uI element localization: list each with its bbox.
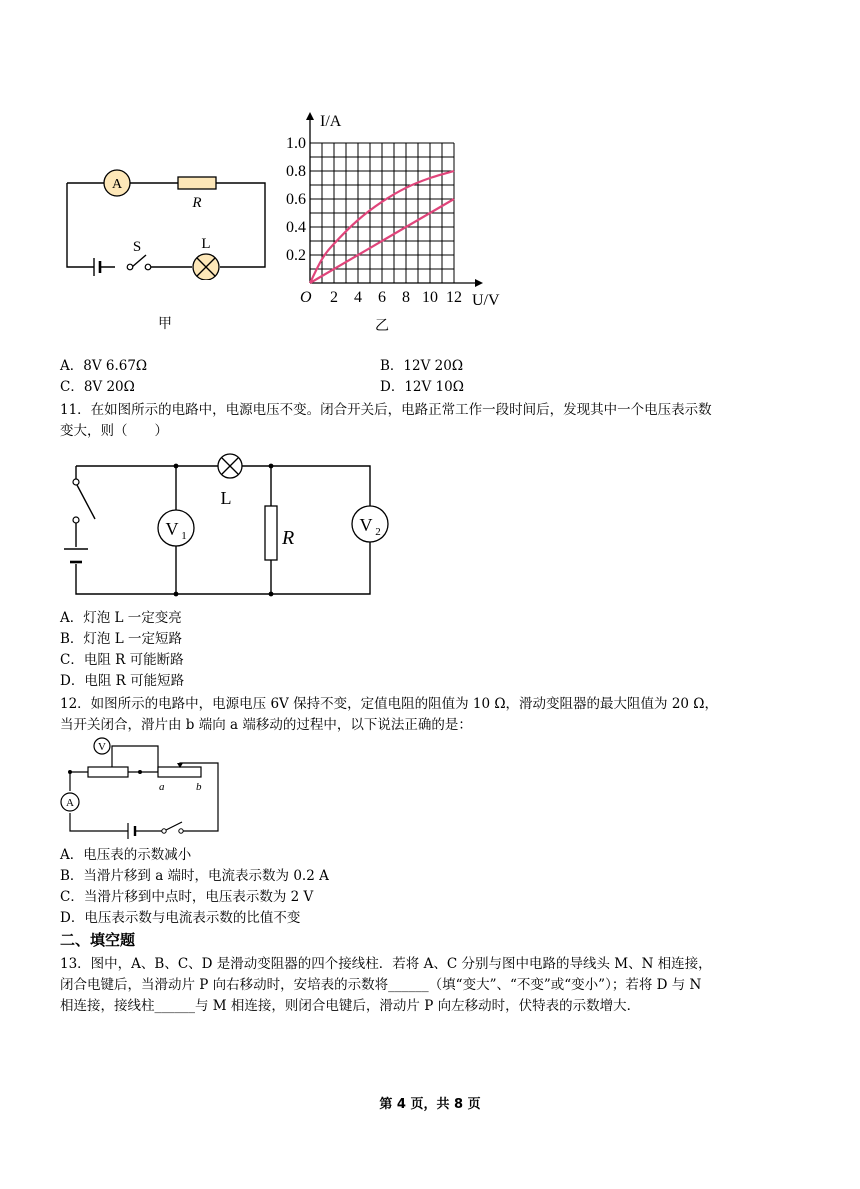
ammeter-label: A <box>111 177 123 192</box>
q12-stem-line2: 当开关闭合，滑片由 b 端向 a 端移动的过程中，以下说法正确的是： <box>60 717 472 733</box>
x-tick-label: 8 <box>402 289 410 306</box>
q10-option-d: D．12V 10Ω <box>380 379 464 395</box>
y-tick-label: 1.0 <box>286 135 306 152</box>
y-axis-label: I/A <box>320 113 342 130</box>
ammeter-symbol <box>61 793 79 811</box>
lamp-label: L <box>201 236 211 252</box>
svg-text:V: V <box>359 515 373 535</box>
y-tick-label: 0.6 <box>286 191 306 208</box>
switch-label: S <box>132 239 142 255</box>
x-tick-label: 12 <box>446 289 462 306</box>
q13-line2: 闭合电键后，当滑动片 P 向右移动时，安培表的示数将______（填“变大”、“不变”或“变小”）；若将 D 与 N <box>60 977 702 993</box>
x-tick-label: 2 <box>330 289 338 306</box>
circuit-diagram-jia <box>60 160 275 280</box>
resistor-label: R <box>282 527 295 549</box>
caption-jia: 甲 <box>158 316 172 332</box>
q10-option-b: B．12V 20Ω <box>380 358 464 374</box>
q12-option-a: A．电压表的示数减小 <box>60 847 192 863</box>
page-footer: 第 4 页，共 8 页 <box>379 1097 481 1112</box>
q11-option-c: C．电阻 R 可能断路 <box>60 652 184 668</box>
x-axis-label: U/V <box>472 292 500 309</box>
iu-graph-yi <box>270 108 520 318</box>
rheostat-symbol <box>158 763 205 793</box>
graph-grid <box>310 143 454 283</box>
y-tick-label: 0.8 <box>286 163 306 180</box>
resistor-label: R <box>192 195 202 211</box>
q11-stem-line1: 11．在如图所示的电路中，电源电压不变。闭合开关后，电路正常工作一段时间后，发现其中一个电压表示数 <box>60 402 712 418</box>
q11-stem-line2: 变大，则（ ） <box>60 423 168 439</box>
end-b-label: b <box>196 781 202 793</box>
y-tick-label: 0.4 <box>286 219 306 236</box>
section-heading-fill-blank: 二、填空题 <box>60 931 136 949</box>
voltmeter-v1 <box>158 510 194 546</box>
fixed-resistor <box>88 767 128 777</box>
end-a-label: a <box>159 781 165 793</box>
svg-text:2: 2 <box>375 526 381 538</box>
svg-text:1: 1 <box>181 530 187 542</box>
caption-yi: 乙 <box>375 318 389 334</box>
resistor-symbol <box>178 177 216 211</box>
q11-option-b: B．灯泡 L 一定短路 <box>60 631 182 647</box>
q10-option-c: C．8V 20Ω <box>60 379 135 395</box>
q10-option-a: A．8V 6.67Ω <box>60 358 148 374</box>
q11-option-d: D．电阻 R 可能短路 <box>60 673 185 689</box>
lamp-symbol <box>218 454 242 508</box>
y-tick-label: 0.2 <box>286 247 306 264</box>
svg-text:V: V <box>165 519 179 539</box>
svg-text:V: V <box>98 741 106 753</box>
q12-option-d: D．电压表示数与电流表示数的比值不变 <box>60 910 301 926</box>
circuit-diagram-q11 <box>60 448 390 600</box>
voltmeter-symbol <box>94 738 110 754</box>
circuit-diagram-q12 <box>58 736 228 844</box>
lamp-label: L <box>220 488 232 508</box>
svg-text:A: A <box>66 797 74 809</box>
x-tick-label: 10 <box>422 289 438 306</box>
x-tick-label: 6 <box>378 289 386 306</box>
origin-label: O <box>300 289 312 306</box>
q12-option-c: C．当滑片移到中点时，电压表示数为 2 V <box>60 889 314 905</box>
voltmeter-v2 <box>352 506 388 542</box>
resistor-symbol <box>265 506 294 560</box>
q12-option-b: B．当滑片移到 a 端时，电流表示数为 0.2 A <box>60 868 329 884</box>
q13-line1: 13．图中，A、B、C、D 是滑动变阻器的四个接线柱．若将 A、C 分别与图中电路的导线头 M、N 相连接， <box>60 956 712 972</box>
q13-line3: 相连接，接线柱______与 M 相连接，则闭合电键后，滑动片 P 向左移动时，伏特表的示数增大． <box>60 998 641 1014</box>
ammeter-symbol <box>104 170 130 196</box>
q12-stem-line1: 12．如图所示的电路中，电源电压 6V 保持不变，定值电阻的阻值为 10 Ω，滑动变阻器的最大阻值为 20 Ω， <box>60 696 719 712</box>
x-tick-label: 4 <box>354 289 362 306</box>
q11-option-a: A．灯泡 L 一定变亮 <box>60 610 182 626</box>
lamp-symbol <box>193 236 219 280</box>
